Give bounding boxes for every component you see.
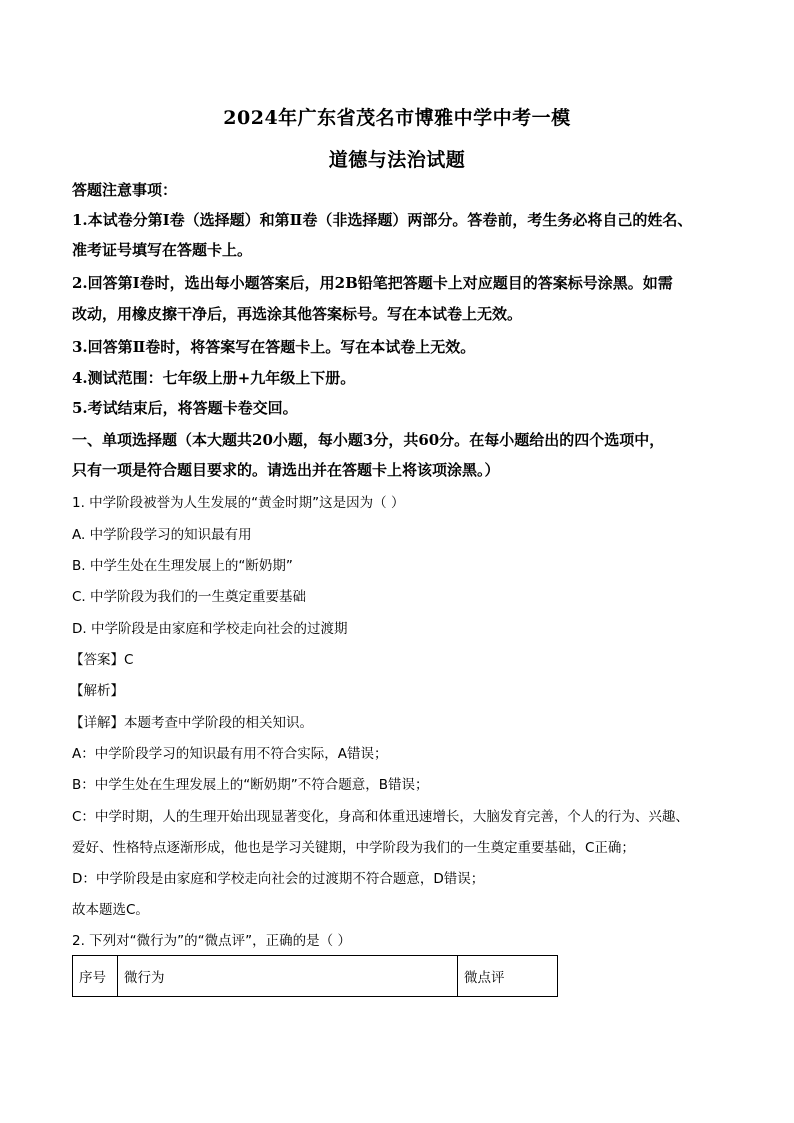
exam-subtitle: 道德与法治试题 [328,149,466,171]
notes-item: 5.考试结束后，将答题卡卷交回。 [72,399,298,417]
detail-line: C：中学时期，人的生理开始出现显著变化，身高和体重迅速增长，大脑发育完善，个人的行为、兴趣、 [72,809,689,825]
question-1-stem: 1. 中学阶段被誉为人生发展的“黄金时期”这是因为（ ） [72,495,405,511]
answer-label: 【答案】C [70,652,134,668]
option-d: D. 中学阶段是由家庭和学校走向社会的过渡期 [72,621,348,637]
table-row [73,956,558,997]
detail-line: 故本题选C。 [72,902,149,918]
option-b: B. 中学生处在生理发展上的“断奶期” [72,558,293,574]
notes-item: 4.测试范围：七年级上册+九年级上下册。 [72,369,356,387]
detail-line: A：中学阶段学习的知识最有用不符合实际，A错误； [72,746,388,762]
section-heading: 一、单项选择题（本大题共20小题，每小题3分，共60分。在每小题给出的四个选项中， [72,431,665,449]
detail-line: 爱好、性格特点逐渐形成，他也是学习关键期，中学阶段为我们的一生奠定重要基础，C正确； [72,840,635,856]
table-header-cell: 微点评 [458,956,558,997]
section-heading-cont: 只有一项是符合题目要求的。请选出并在答题卡上将该项涂黑。） [72,461,500,479]
notes-item: 1.本试卷分第Ⅰ卷（选择题）和第Ⅱ卷（非选择题）两部分。答卷前，考生务必将自己的姓名、 [72,211,693,229]
question-2-stem: 2. 下列对“微行为”的“微点评”，正确的是（ ） [72,933,351,949]
option-c: C. 中学阶段为我们的一生奠定重要基础 [72,589,307,605]
detail-line: B：中学生处在生理发展上的“断奶期”不符合题意，B错误； [72,777,429,793]
notes-item: 2.回答第Ⅰ卷时，选出每小题答案后，用2B铅笔把答题卡上对应题目的答案标号涂黑。如需 [72,274,673,292]
exam-title: 2024年广东省茂名市博雅中学中考一模 [223,107,571,129]
notes-item: 3.回答第Ⅱ卷时，将答案写在答题卡上。写在本试卷上无效。 [72,338,476,356]
table-header-cell: 序号 [73,956,118,997]
option-a: A. 中学阶段学习的知识最有用 [72,527,252,543]
detail-line: 【详解】本题考查中学阶段的相关知识。 [70,715,313,731]
table-header-cell: 微行为 [118,956,458,997]
question-2-table [72,955,558,997]
notes-heading: 答题注意事项： [72,181,178,199]
notes-item: 改动，用橡皮擦干净后，再选涂其他答案标号。写在本试卷上无效。 [72,305,523,323]
detail-line: D：中学阶段是由家庭和学校走向社会的过渡期不符合题意，D错误； [72,871,485,887]
notes-item: 准考证号填写在答题卡上。 [72,241,253,259]
analysis-label: 【解析】 [70,683,124,699]
